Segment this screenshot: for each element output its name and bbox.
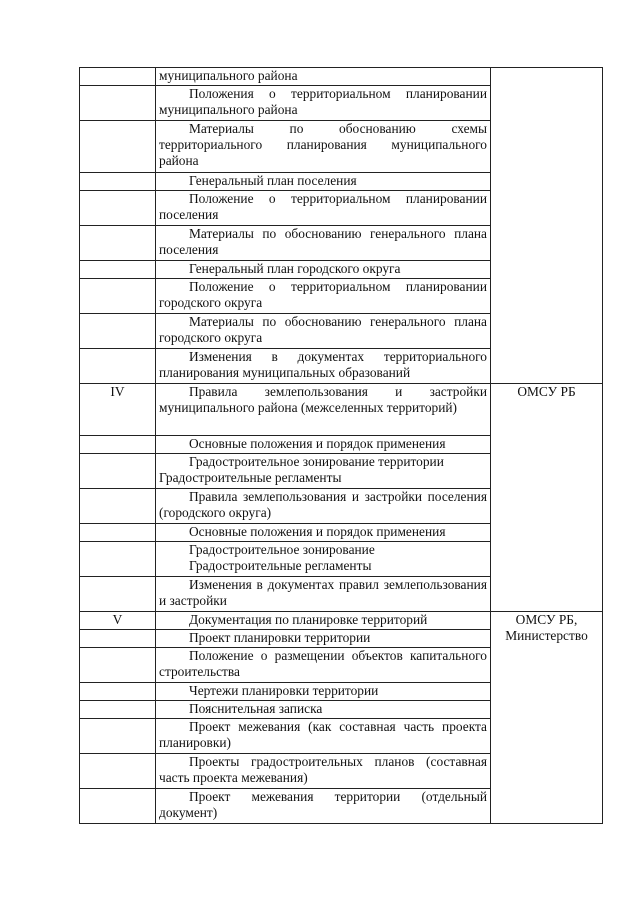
row-text [156,454,491,489]
row-text: Генеральный план городского округа [156,261,491,279]
row-text: Положение о территориальном планировании поселения [156,191,491,226]
row-text: Основные положения и порядок применения [156,524,491,542]
row-number [80,701,156,719]
row-text: Правила землепользования и застройки поселения (городского округа) [156,489,491,524]
row-text: Материалы по обоснованию генерального плана городского округа [156,314,491,349]
row-number [80,542,156,577]
row-text: Пояснительная записка [156,701,491,719]
row-number: V [80,612,156,630]
row-text: Генеральный план поселения [156,173,491,191]
responsible-org [491,68,603,384]
row-text-line: Градостроительные регламенты [189,558,372,573]
row-text: Положения о территориальном планировании муниципального района [156,86,491,121]
row-number [80,489,156,524]
row-text: Документация по планировке территорий [156,612,491,630]
row-text: Положение о размещении объектов капитального строительства [156,648,491,683]
table-row [80,68,603,86]
row-text: Изменения в документах правил землепользования и застройки [156,577,491,612]
row-number [80,226,156,261]
row-number: IV [80,384,156,436]
row-number [80,86,156,121]
row-text: Материалы по обоснованию схемы территориального планирования муниципального района [156,121,491,173]
row-text: муниципального района [156,68,491,86]
row-text: Материалы по обоснованию генерального плана поселения [156,226,491,261]
row-number [80,436,156,454]
row-number [80,754,156,789]
row-number [80,261,156,279]
row-text-line: Градостроительное зонирование территории [189,454,444,469]
row-text: Проект планировки территории [156,630,491,648]
row-number [80,524,156,542]
row-number [80,191,156,226]
row-number [80,121,156,173]
row-number [80,349,156,384]
row-number [80,719,156,754]
row-text: Проекты градостроительных планов (составная часть проекта межевания) [156,754,491,789]
row-text: Чертежи планировки территории [156,683,491,701]
row-text [156,542,491,577]
row-text: Проект межевания территории (отдельный документ) [156,789,491,824]
row-number [80,648,156,683]
row-text-line: Градостроительное зонирование [189,542,375,557]
table-row [80,384,603,436]
responsible-org: ОМСУ РБ [491,384,603,612]
row-number [80,630,156,648]
row-number [80,454,156,489]
row-text-line: Градостроительные регламенты [159,470,342,485]
row-text: Положение о территориальном планировании городского округа [156,279,491,314]
row-number [80,577,156,612]
row-number [80,314,156,349]
row-number [80,683,156,701]
row-number [80,279,156,314]
table-row [80,612,603,630]
responsible-org: ОМСУ РБ, Министерство [491,612,603,824]
row-number [80,789,156,824]
row-text: Основные положения и порядок применения [156,436,491,454]
row-number [80,173,156,191]
row-text: Правила землепользования и застройки муниципального района (межселенных территорий) [156,384,491,436]
row-text: Проект межевания (как составная часть проекта планировки) [156,719,491,754]
row-number [80,68,156,86]
row-text: Изменения в документах территориального планирования муниципальных образований [156,349,491,384]
document-table [79,67,603,824]
